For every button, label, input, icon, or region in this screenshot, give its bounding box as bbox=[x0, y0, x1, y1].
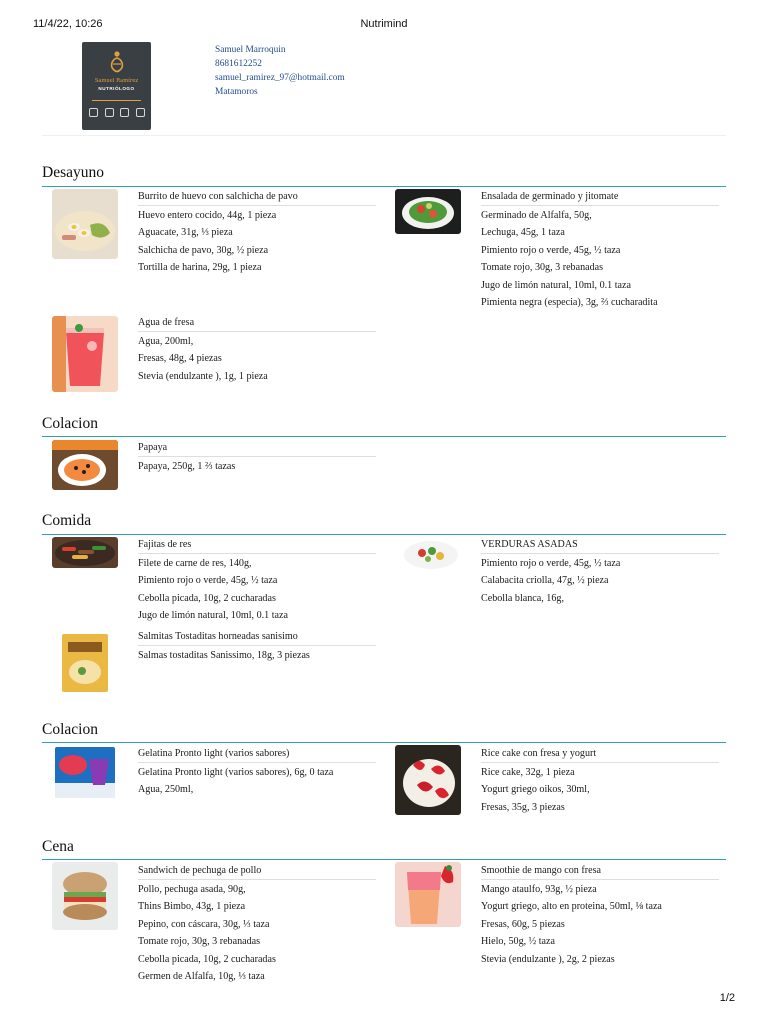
section-cena-title: Cena bbox=[42, 838, 74, 855]
ingredient: Fresas, 60g, 5 piezas bbox=[481, 918, 565, 930]
agua-fresa-photo bbox=[52, 316, 118, 392]
section-comida-title: Comida bbox=[42, 512, 92, 529]
recipe-papaya bbox=[138, 439, 376, 475]
sandwich-photo bbox=[52, 862, 118, 930]
ingredient: Fresas, 48g, 4 piezas bbox=[138, 353, 222, 365]
recipe-name: Salmitas Tostaditas horneadas sanisimo bbox=[138, 628, 376, 646]
ingredient: Cebolla picada, 10g, 2 cucharadas bbox=[138, 953, 276, 965]
ingredient: Tomate rojo, 30g, 3 rebanadas bbox=[481, 262, 604, 274]
recipe-burrito bbox=[138, 188, 376, 277]
recipe-name: Sandwich de pechuga de pollo bbox=[138, 862, 376, 880]
contact-email: samuel_ramirez_97@hotmail.com bbox=[215, 73, 345, 83]
ingredient: Gelatina Pronto light (varios sabores), 6g, 0 taza bbox=[138, 766, 334, 778]
recipe-name: VERDURAS ASADAS bbox=[481, 536, 719, 554]
dumbbell-icon bbox=[136, 108, 145, 117]
section-cena-rule bbox=[42, 859, 726, 860]
section-comida-rule bbox=[42, 534, 726, 535]
ensalada-photo bbox=[395, 189, 461, 234]
ingredient: Tortilla de harina, 29g, 1 pieza bbox=[138, 262, 262, 274]
ingredient: Huevo entero cocido, 44g, 1 pieza bbox=[138, 209, 277, 221]
ingredient: Rice cake, 32g, 1 pieza bbox=[481, 766, 575, 778]
ingredient: Jugo de limón natural, 10ml, 0.1 taza bbox=[138, 610, 288, 622]
section-colacion-rule bbox=[42, 436, 726, 437]
ingredient: Cebolla blanca, 16g, bbox=[481, 592, 564, 604]
burrito-photo bbox=[52, 189, 118, 259]
ingredient: Germen de Alfalfa, 10g, ⅓ taza bbox=[138, 970, 265, 982]
contact-city: Matamoros bbox=[215, 87, 258, 97]
ingredient: Jugo de limón natural, 10ml, 0.1 taza bbox=[481, 279, 631, 291]
recipe-gelatina bbox=[138, 745, 376, 799]
ingredient: Yogurt griego, alto en proteina, 50ml, ⅛ taza bbox=[481, 901, 662, 913]
ingredient: Pollo, pechuga asada, 90g, bbox=[138, 883, 246, 895]
ingredient: Pimienta negra (especia), 3g, ⅔ cucharadita bbox=[481, 296, 658, 308]
ingredient: Hielo, 50g, ½ taza bbox=[481, 936, 555, 948]
logo-name: Samuel Ramírez bbox=[94, 78, 139, 84]
ingredient: Fresas, 35g, 3 piezas bbox=[481, 801, 565, 813]
ingredient: Yogurt griego oikos, 30ml, bbox=[481, 784, 590, 796]
section-desayuno-rule bbox=[42, 186, 726, 187]
ingredient: Salmas tostaditas Sanissimo, 18g, 3 piezas bbox=[138, 649, 310, 661]
section-desayuno-title: Desayuno bbox=[42, 164, 104, 181]
recipe-agua-fresa bbox=[138, 314, 376, 385]
recipe-name: Gelatina Pronto light (varios sabores) bbox=[138, 745, 376, 763]
recipe-verduras bbox=[481, 536, 719, 607]
recipe-sandwich bbox=[138, 862, 376, 985]
recipe-name: Papaya bbox=[138, 439, 376, 457]
recipe-smoothie bbox=[481, 862, 719, 968]
ingredient: Salchicha de pavo, 30g, ½ pieza bbox=[138, 244, 269, 256]
ingredient: Pimiento rojo o verde, 45g, ½ taza bbox=[481, 557, 621, 569]
recipe-ricecake bbox=[481, 745, 719, 816]
section-colacion-2-rule bbox=[42, 742, 726, 743]
header-divider bbox=[42, 135, 726, 136]
ingredient: Filete de carne de res, 140g, bbox=[138, 557, 252, 569]
recipe-name: Ensalada de germinado y jitomate bbox=[481, 188, 719, 206]
ingredient: Lechuga, 45g, 1 taza bbox=[481, 227, 565, 239]
nutritionist-logo bbox=[82, 42, 151, 130]
page-number: 1/2 bbox=[719, 992, 735, 1004]
recipe-name: Fajitas de res bbox=[138, 536, 376, 554]
ingredient: Thins Bimbo, 43g, 1 pieza bbox=[138, 901, 246, 913]
contact-block bbox=[215, 43, 345, 99]
ingredient: Cebolla picada, 10g, 2 cucharadas bbox=[138, 592, 276, 604]
recipe-fajitas bbox=[138, 536, 376, 625]
recipe-salmitas bbox=[138, 628, 376, 664]
print-title: Nutrimind bbox=[360, 18, 408, 30]
contact-name: Samuel Marroquin bbox=[215, 45, 286, 55]
print-date: 11/4/22, 10:26 bbox=[33, 18, 103, 30]
contact-phone: 8681612252 bbox=[215, 59, 262, 69]
ingredient: Stevia (endulzante ), 2g, 2 piezas bbox=[481, 953, 615, 965]
logo-divider bbox=[92, 100, 141, 101]
section-colacion-2-title: Colacion bbox=[42, 721, 98, 738]
ingredient: Calabacita criolla, 47g, ½ pieza bbox=[481, 575, 609, 587]
recipe-ensalada bbox=[481, 188, 719, 311]
smoothie-photo bbox=[395, 862, 461, 927]
gelatina-photo bbox=[53, 745, 117, 800]
ingredient: Agua, 250ml, bbox=[138, 784, 194, 796]
logo-figure-icon bbox=[107, 50, 127, 76]
ingredient: Germinado de Alfalfa, 50g, bbox=[481, 209, 592, 221]
recipe-name: Agua de fresa bbox=[138, 314, 376, 332]
ingredient: Pepino, con cáscara, 30g, ⅓ taza bbox=[138, 918, 270, 930]
papaya-photo bbox=[52, 440, 118, 490]
logo-role: NUTRIÓLOGO bbox=[98, 86, 135, 91]
scale-icon bbox=[89, 108, 98, 117]
tape-icon bbox=[105, 108, 114, 117]
ricecake-photo bbox=[395, 745, 461, 815]
section-colacion-title: Colacion bbox=[42, 415, 98, 432]
ingredient: Pimiento rojo o verde, 45g, ½ taza bbox=[481, 244, 621, 256]
salmitas-photo bbox=[58, 630, 112, 697]
ingredient: Papaya, 250g, 1 ⅔ tazas bbox=[138, 460, 236, 472]
fajitas-photo bbox=[52, 537, 118, 568]
ingredient: Stevia (endulzante ), 1g, 1 pieza bbox=[138, 370, 268, 382]
recipe-name: Burrito de huevo con salchicha de pavo bbox=[138, 188, 376, 206]
ingredient: Mango ataulfo, 93g, ½ pieza bbox=[481, 883, 597, 895]
logo-icons bbox=[89, 108, 145, 117]
ingredient: Tomate rojo, 30g, 3 rebanadas bbox=[138, 936, 261, 948]
recipe-name: Rice cake con fresa y yogurt bbox=[481, 745, 719, 763]
apple-icon bbox=[120, 108, 129, 117]
ingredient: Pimiento rojo o verde, 45g, ½ taza bbox=[138, 575, 278, 587]
recipe-name: Smoothie de mango con fresa bbox=[481, 862, 719, 880]
ingredient: Aguacate, 31g, ⅓ pieza bbox=[138, 227, 233, 239]
verduras-photo bbox=[402, 537, 460, 571]
ingredient: Agua, 200ml, bbox=[138, 335, 194, 347]
